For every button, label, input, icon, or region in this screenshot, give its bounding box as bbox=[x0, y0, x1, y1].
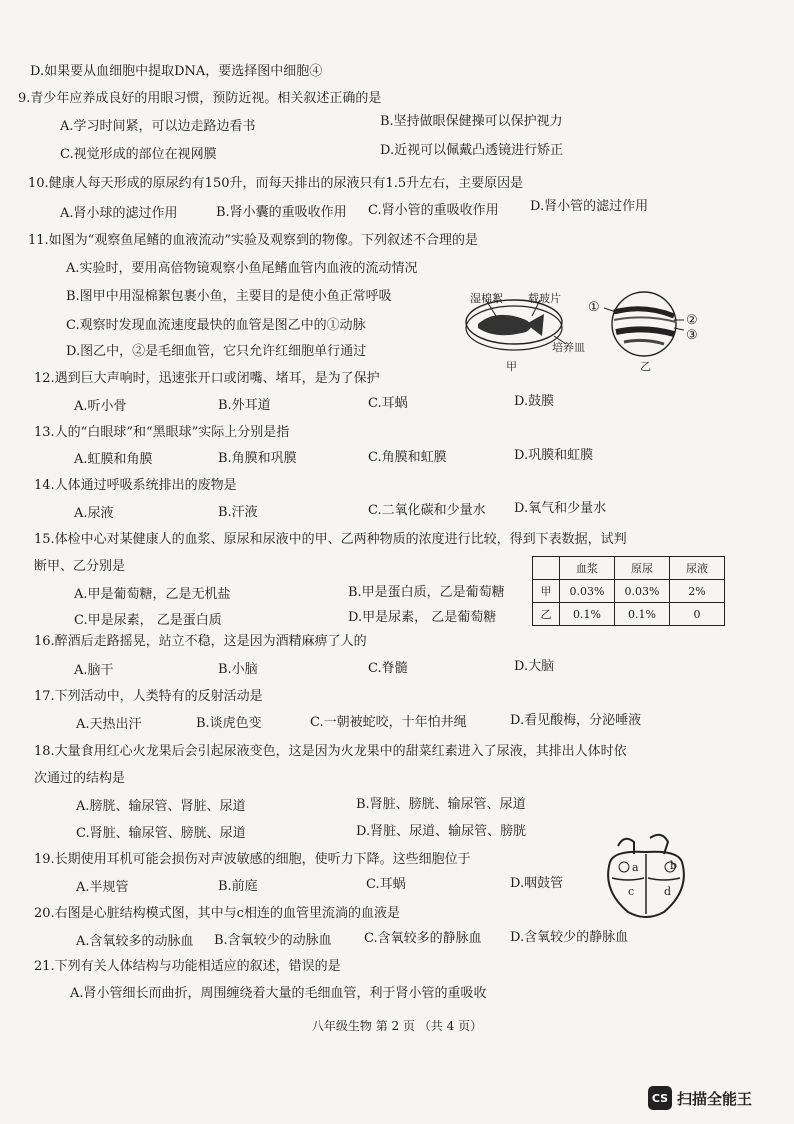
q16-stem: 16.醉酒后走路摇晃，站立不稳，这是因为酒精麻痹了人的 bbox=[34, 634, 367, 649]
q11-option-a: A.实验时，要用高倍物镜观察小鱼尾鳍血管内血液的流动情况 bbox=[66, 261, 418, 276]
q21-option-a: A.肾小管细长而曲折，周围缠绕着大量的毛细血管，利于肾小管的重吸收 bbox=[70, 986, 487, 1001]
q18-stem-line1: 18.大量食用红心火龙果后会引起尿液变色，这是因为火龙果中的甜菜红素进入了尿液，其排出人体时依 bbox=[34, 744, 627, 759]
q20-option-a: A.含氧较多的动脉血 bbox=[76, 934, 194, 949]
heart-label-c: c bbox=[628, 885, 635, 898]
concentration-table bbox=[532, 556, 725, 626]
heart-diagram-figure bbox=[598, 832, 694, 922]
q9-option-d: D.近视可以佩戴凸透镜进行矫正 bbox=[380, 143, 564, 158]
q21-stem: 21.下列有关人体结构与功能相适应的叙述，错误的是 bbox=[34, 959, 341, 974]
q9-option-b: B.坚持做眼保健操可以保护视力 bbox=[380, 114, 563, 129]
q20-option-d: D.含氧较少的静脉血 bbox=[510, 930, 629, 945]
q12-option-d: D.鼓膜 bbox=[514, 394, 555, 409]
q10-option-d: D.肾小管的滤过作用 bbox=[530, 199, 649, 214]
heart-label-a: a bbox=[632, 861, 639, 874]
q9-stem: 9.青少年应养成良好的用眼习惯，预防近视。相关叙述正确的是 bbox=[18, 91, 382, 106]
q12-option-b: B.外耳道 bbox=[218, 398, 271, 413]
q10-option-b: B.肾小囊的重吸收作用 bbox=[216, 205, 347, 220]
q17-stem: 17.下列活动中，人类特有的反射活动是 bbox=[34, 689, 263, 704]
table-header-row bbox=[533, 557, 725, 580]
label-jia: 甲 bbox=[506, 360, 517, 373]
q10-stem: 10.健康人每天形成的原尿约有150升，而每天排出的尿液只有1.5升左右，主要原因是 bbox=[28, 176, 524, 191]
q13-option-c: C.角膜和虹膜 bbox=[368, 450, 447, 465]
label-2: ② bbox=[686, 313, 698, 328]
label-wet-cotton: 湿棉絮 bbox=[470, 292, 503, 305]
q9-option-c: C.视觉形成的部位在视网膜 bbox=[60, 147, 217, 162]
q17-option-a: A.天热出汗 bbox=[76, 717, 142, 732]
q8-option-d: D.如果要从血细胞中提取DNA，要选择图中细胞④ bbox=[30, 64, 323, 79]
table-cell: 乙 bbox=[533, 603, 560, 626]
q15-stem-line1: 15.体检中心对某健康人的血浆、原尿和尿液中的甲、乙两种物质的浓度进行比较，得到下表数据，试判 bbox=[34, 532, 627, 547]
q15-option-b: B.甲是蛋白质，乙是葡萄糖 bbox=[348, 585, 505, 600]
table-cell: 0.03% bbox=[560, 580, 615, 603]
q15-option-d: D.甲是尿素， 乙是葡萄糖 bbox=[348, 610, 497, 625]
q13-option-b: B.角膜和巩膜 bbox=[218, 451, 297, 466]
table-cell: 甲 bbox=[533, 580, 560, 603]
table-header-cell: 尿液 bbox=[670, 557, 725, 580]
q19-stem: 19.长期使用耳机可能会损伤对声波敏感的细胞，使听力下降。这些细胞位于 bbox=[34, 852, 471, 867]
q11-option-d: D.图乙中，②是毛细血管，它只允许红细胞单行通过 bbox=[66, 344, 367, 359]
q17-option-c: C.一朝被蛇咬，十年怕井绳 bbox=[310, 715, 467, 730]
q17-option-b: B.谈虎色变 bbox=[196, 716, 262, 731]
q15-option-a: A.甲是葡萄糖，乙是无机盐 bbox=[74, 587, 231, 602]
q19-option-a: A.半规管 bbox=[76, 880, 129, 895]
q14-stem: 14.人体通过呼吸系统排出的废物是 bbox=[34, 478, 237, 493]
q14-option-a: A.尿液 bbox=[74, 506, 114, 521]
q13-option-d: D.巩膜和虹膜 bbox=[514, 448, 594, 463]
q12-stem: 12.遇到巨大声响时，迅速张开口或闭嘴、堵耳，是为了保护 bbox=[34, 371, 380, 386]
q19-option-c: C.耳蜗 bbox=[366, 877, 406, 892]
q20-option-c: C.含氧较多的静脉血 bbox=[364, 931, 482, 946]
table-cell: 0.03% bbox=[615, 580, 670, 603]
page-footer: 八年级生物 第 2 页 （共 4 页） bbox=[311, 1019, 483, 1033]
table-cell: 2% bbox=[670, 580, 725, 603]
label-yi: 乙 bbox=[640, 360, 651, 373]
q14-option-d: D.氧气和少量水 bbox=[514, 501, 607, 516]
q18-option-b: B.肾脏、膀胱、输尿管、尿道 bbox=[356, 797, 526, 812]
q18-stem-line2: 次通过的结构是 bbox=[34, 771, 126, 786]
brand-name: 扫描全能王 bbox=[677, 1089, 753, 1108]
label-slide: 载玻片 bbox=[528, 292, 561, 305]
table-cell: 0.1% bbox=[560, 603, 615, 626]
q11-option-b: B.图甲中用湿棉絮包裹小鱼，主要目的是使小鱼正常呼吸 bbox=[66, 289, 392, 304]
q16-option-b: B.小脑 bbox=[218, 662, 258, 677]
q10-option-c: C.肾小管的重吸收作用 bbox=[368, 203, 499, 218]
table-row bbox=[533, 580, 725, 603]
q14-option-c: C.二氧化碳和少量水 bbox=[368, 503, 486, 518]
heart-label-d: d bbox=[664, 885, 672, 898]
label-1: ① bbox=[588, 300, 600, 315]
q16-option-c: C.脊髓 bbox=[368, 661, 408, 676]
q18-option-d: D.肾脏、尿道、输尿管、膀胱 bbox=[356, 824, 527, 839]
q10-option-a: A.肾小球的滤过作用 bbox=[60, 206, 178, 221]
q16-option-d: D.大脑 bbox=[514, 659, 555, 674]
q12-option-c: C.耳蜗 bbox=[368, 396, 408, 411]
q12-option-a: A.听小骨 bbox=[74, 399, 127, 414]
q18-option-c: C.肾脏、输尿管、膀胱、尿道 bbox=[76, 826, 246, 841]
microscope-view-figure bbox=[600, 290, 690, 358]
q11-option-c: C.观察时发现血流速度最快的血管是图乙中的①动脉 bbox=[66, 318, 366, 333]
q20-stem: 20.右图是心脏结构模式图，其中与c相连的血管里流淌的血液是 bbox=[34, 906, 400, 921]
scanner-brand bbox=[648, 1085, 752, 1111]
q19-option-b: B.前庭 bbox=[218, 879, 258, 894]
q13-stem: 13.人的“白眼球”和“黑眼球”实际上分别是指 bbox=[34, 425, 290, 440]
q15-option-c: C.甲是尿素， 乙是蛋白质 bbox=[74, 613, 222, 628]
heart-label-b: b bbox=[670, 859, 678, 872]
q17-option-d: D.看见酸梅，分泌唾液 bbox=[510, 713, 642, 728]
table-header-cell: 原尿 bbox=[615, 557, 670, 580]
q9-option-a: A.学习时间紧，可以边走路边看书 bbox=[60, 119, 256, 134]
cs-logo-icon: CS bbox=[648, 1086, 672, 1110]
table-row bbox=[533, 603, 725, 626]
label-petri-dish: 培养皿 bbox=[552, 341, 585, 354]
q16-option-a: A.脑干 bbox=[74, 663, 114, 678]
q20-option-b: B.含氧较少的动脉血 bbox=[214, 933, 332, 948]
q13-option-a: A.虹膜和角膜 bbox=[74, 452, 153, 467]
q15-stem-line2: 断甲、乙分别是 bbox=[34, 559, 126, 574]
label-3: ③ bbox=[686, 328, 698, 343]
q14-option-b: B.汗液 bbox=[218, 505, 258, 520]
q11-stem: 11.如图为“观察鱼尾鳍的血液流动”实验及观察到的物像。下列叙述不合理的是 bbox=[28, 233, 478, 248]
table-cell: 0.1% bbox=[615, 603, 670, 626]
q19-option-d: D.咽鼓管 bbox=[510, 876, 564, 891]
table-header-cell bbox=[533, 557, 560, 580]
q18-option-a: A.膀胱、输尿管、肾脏、尿道 bbox=[76, 799, 246, 814]
table-header-cell: 血浆 bbox=[560, 557, 615, 580]
table-cell: 0 bbox=[670, 603, 725, 626]
